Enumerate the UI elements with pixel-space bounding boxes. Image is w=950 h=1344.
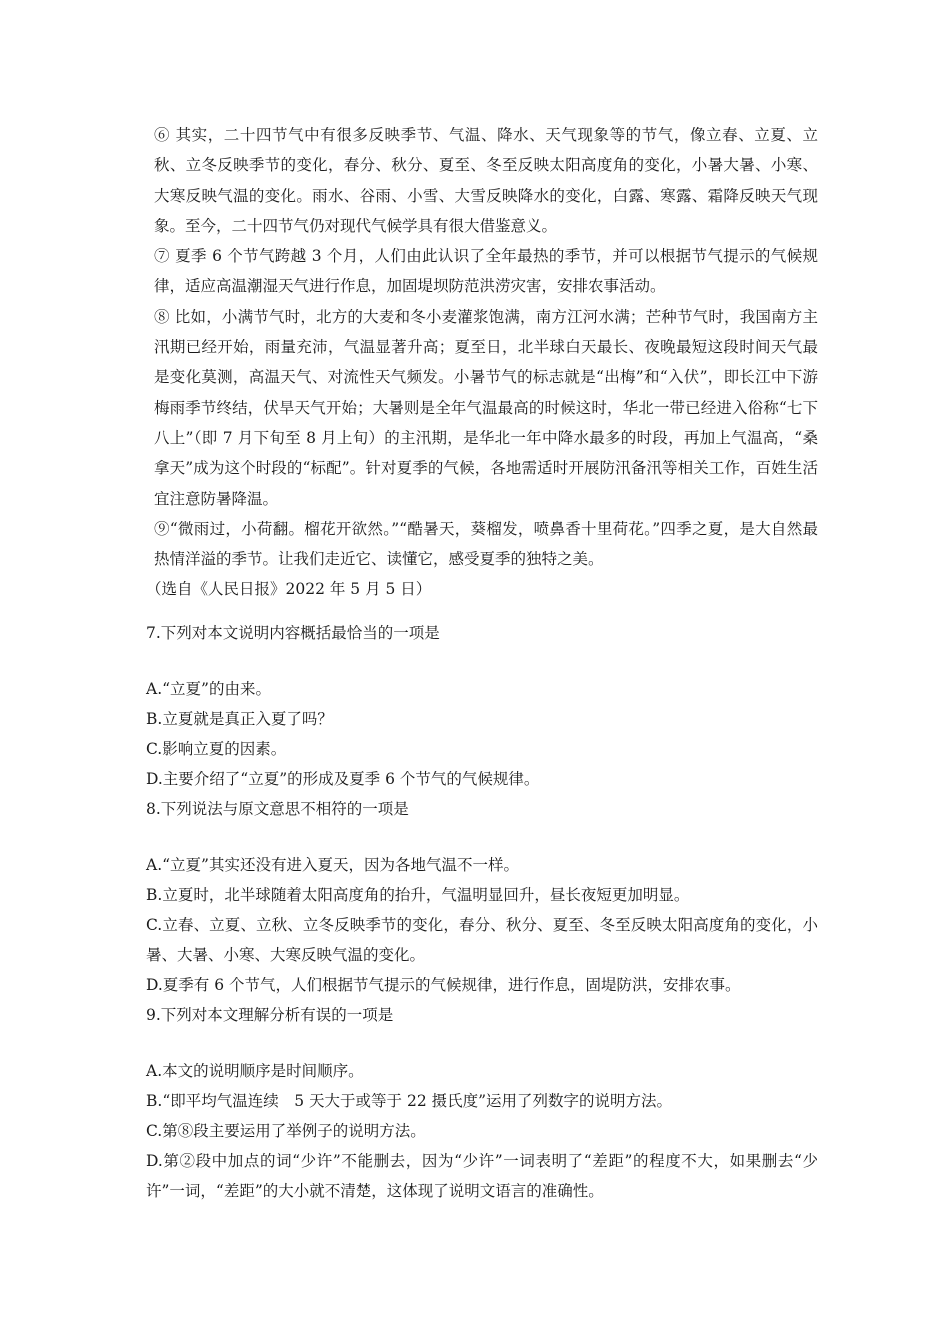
option-c: C.影响立夏的因素。 [146, 740, 287, 759]
article-paragraph-9: ⑨“微雨过，小荷翻。榴花开欲然。”“酷暑天，葵榴发，喷鼻香十里荷花。”四季之夏，是大自然最热情洋溢的季节。让我们走近它、读懂它，感受夏季的独特之美。 [154, 519, 818, 569]
article-paragraph-8: ⑧ 比如，小满节气时，北方的大麦和冬小麦灌浆饱满，南方江河水满；芒种节气时，我国南方主汛期已经开始，雨量充沛，气温显著升高；夏至日，北半球白天最长、夜晚最短这段时间天气最是变化莫测，高温天气、对流性天气频发。小暑节气的标志就是“出梅”和“入伏”，即长江中下游梅雨季节终结，伏旱天气开始；大暑则是全年气温最高的时候这时，华北一带已经进入俗称“七下八上”（即 7 月下旬至 8 月上旬）的主汛期，是华北一年中降水最多的时段，再加上气温高，“桑拿天”成为这个时段的“标配”。针对夏季的气候，各地需适时开展防汛备汛等相关工作，百姓生活宜注意防暑降温。 [154, 307, 818, 508]
article-source: （选自《人民日报》2022 年 5 月 5 日） [146, 580, 432, 599]
question-9 [146, 1000, 818, 1206]
option-a: A.本文的说明顺序是时间顺序。 [146, 1062, 364, 1081]
question-8 [146, 794, 818, 1000]
article-body [146, 120, 818, 604]
question-stem: 9.下列对本文理解分析有误的一项是 [146, 1006, 394, 1025]
article-paragraph-7: ⑦ 夏季 6 个节气跨越 3 个月，人们由此认识了全年最热的季节，并可以根据节气提示的气候规律，适应高温潮湿天气进行作息，加固堤坝防范洪涝灾害，安排农事活动。 [154, 247, 818, 296]
document-page [146, 120, 818, 1206]
option-c: C.第⑧段主要运用了举例子的说明方法。 [146, 1122, 426, 1141]
question-stem: 7.下列对本文说明内容概括最恰当的一项是 [146, 624, 440, 643]
option-c: C.立春、立夏、立秋、立冬反映季节的变化，春分、秋分、夏至、冬至反映太阳高度角的变化，小暑、大暑、小寒、大寒反映气温的变化。 [146, 916, 818, 965]
question-stem: 8.下列说法与原文意思不相符的一项是 [146, 800, 409, 819]
option-d: D.第②段中加点的词“少许”不能删去，因为“少许”一词表明了“差距”的程度不大，如果删去“少许”一词，“差距”的大小就不清楚，这体现了说明文语言的准确性。 [146, 1152, 818, 1201]
option-d: D.夏季有 6 个节气，人们根据节气提示的气候规律，进行作息，固堤防洪，安排农事。 [146, 976, 741, 995]
option-a: A.“立夏”的由来。 [146, 680, 271, 699]
option-b: B.“即平均气温连续 5 天大于或等于 22 摄氏度”运用了列数字的说明方法。 [146, 1092, 673, 1111]
option-b: B.立夏时，北半球随着太阳高度角的抬升，气温明显回升，昼长夜短更加明显。 [146, 886, 690, 905]
option-d: D.主要介绍了“立夏”的形成及夏季 6 个节气的气候规律。 [146, 770, 540, 789]
question-7 [146, 618, 818, 794]
option-a: A.“立夏”其实还没有进入夏天，因为各地气温不一样。 [146, 856, 519, 875]
option-b: B.立夏就是真正入夏了吗？ [146, 710, 333, 729]
article-paragraph-6: ⑥ 其实，二十四节气中有很多反映季节、气温、降水、天气现象等的节气，像立春、立夏、立秋、立冬反映季节的变化，春分、秋分、夏至、冬至反映太阳高度角的变化，小暑大暑、小寒、大寒反映气温的变化。雨水、谷雨、小雪、大雪反映降水的变化，白露、寒露、霜降反映天气现象。至今，二十四节气仍对现代气候学具有很大借鉴意义。 [154, 126, 818, 235]
